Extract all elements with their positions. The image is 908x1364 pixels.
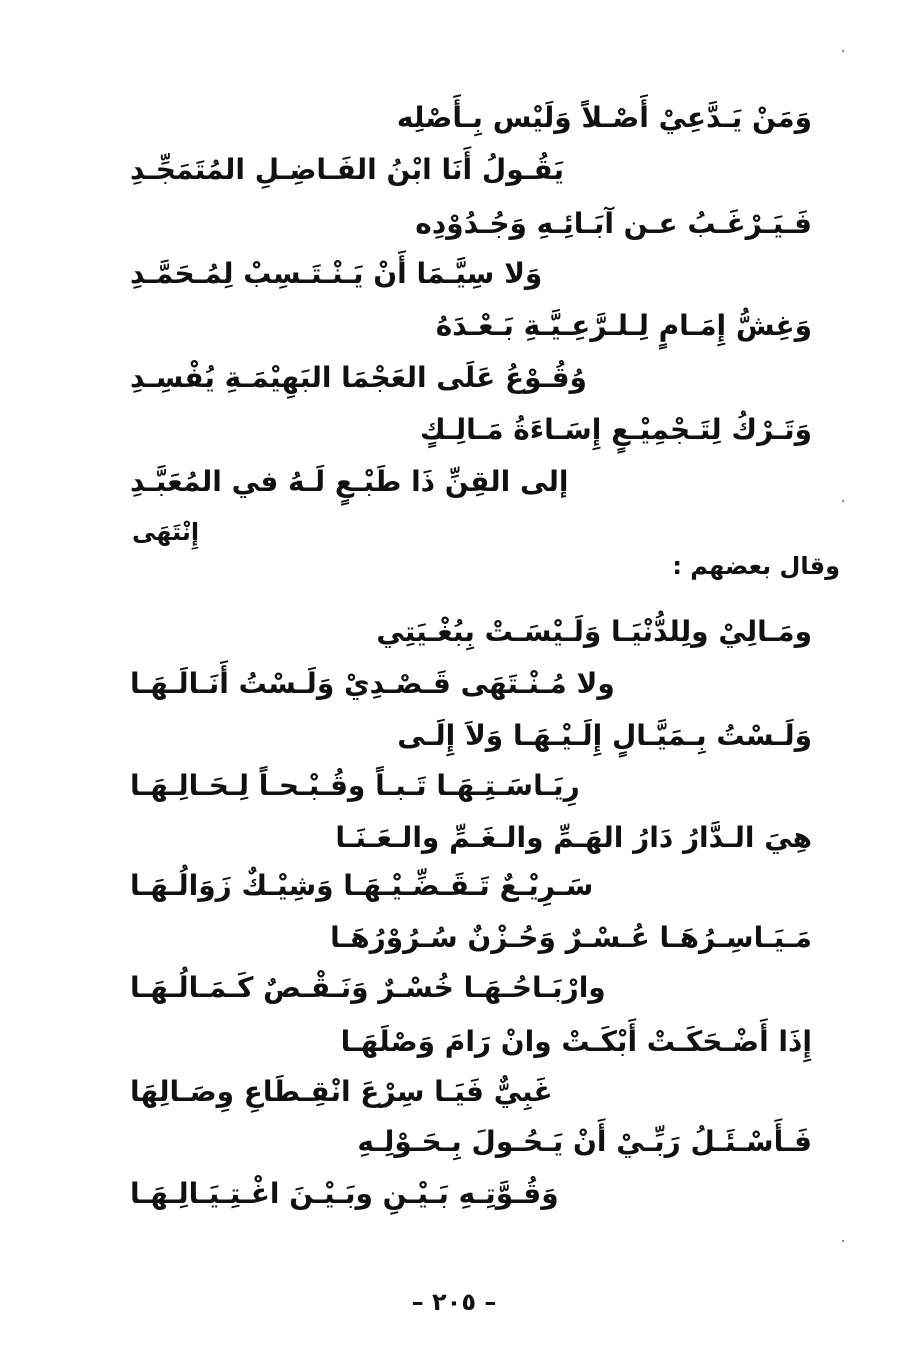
end-note: إِنْتَهَى <box>132 518 200 546</box>
scan-speck <box>842 50 844 52</box>
verse-line: سَـرِيْـعٌ تَـقَـضِّـيْـهَـا وَشِيْـكٌ زَوَالُـهَـا <box>130 869 594 902</box>
verse-line: رِيَـاسَـتِـهَـا تَـبـاً وقُـبْـحـاً لِـحَـالِـهَـا <box>130 769 580 802</box>
verse-line: يَقُـولُ أَنَا ابْنُ الفَـاضِـلِ المُتَمَجِّـدِ <box>130 153 564 186</box>
verse-line: فَـيَـرْغَـبُ عـن آبَـائِـهِ وَجُـدُوْدِه <box>415 207 812 240</box>
verse-line: وَقُـوَّتِـهِ بَـيْـنِ وبَـيْـنَ اغْـتِـيَـالِـهَـا <box>130 1177 559 1210</box>
scan-speck <box>842 500 844 502</box>
verse-line: وَلا سِيَّـمَا أَنْ يَـنْـتَـسِبْ لِمُـحَمَّـدِ <box>130 257 543 290</box>
verse-line: فَـأَسْـئَـلُ رَبِّـيْ أَنْ يَـحُـولَ بِـحَـوْلِـهِ <box>357 1125 812 1158</box>
section-intro: وقال بعضهم : <box>672 552 840 580</box>
verse-line: إِذَا أَضْـحَكَـتْ أَبْكَـتْ وانْ رَامَ وَصْلَهَـا <box>340 1025 812 1058</box>
verse-line: مَـيَـاسِـرُهَـا عُـسْـرٌ وَحُـزْنٌ سُـرُوْرُهَـا <box>330 921 812 954</box>
verse-line: هِيَ الـدَّارُ دَارُ الهَـمِّ والـغَـمِّ والـعَـنَـا <box>335 821 812 854</box>
verse-line: وارْبَـاحُـهَـا خُسْـرٌ وَنَـقْـصٌ كَـمَـالُـهَـا <box>130 971 606 1004</box>
verse-line: ولا مُـنْـتَهَى قَـصْـدِيْ وَلَـسْتُ أَنَـالَـهَـا <box>130 667 615 700</box>
scan-speck <box>842 1240 844 1242</box>
verse-line: وَمَنْ يَـدَّعِيْ أَصْـلاً وَلَيْس بِـأَصْلِه <box>396 101 812 134</box>
verse-line: إلى القِنِّ ذَا طَبْـعٍ لَـهُ في المُعَبَّـدِ <box>130 465 569 498</box>
verse-line: وَتَـرْكُ لِتَـجْمِيْـعٍ إِسَـاءَةُ مَـالِـكٍ <box>419 413 812 446</box>
verse-line: وَغِشُّ إِمَـامٍ لِـلـرَّعِـيَّـةِ بَـعْـدَهُ <box>435 309 812 342</box>
verse-line: غَبِيٌّ فَيَـا سِرْعَ انْقِـطَاعِ وِصَـالِهَا <box>130 1075 553 1108</box>
verse-line: وَلَـسْتُ بِـمَيَّـالٍ إِلَـيْـهَـا وَلاَ إِلَـى <box>397 719 812 752</box>
verse-line: ومَـالِيْ ولِلدُّنْيَـا وَلَـيْسَـتْ بِبُغْـيَتِي <box>376 615 812 648</box>
page-number: – ٢٠٥ – <box>411 1288 497 1316</box>
verse-line: وُقُـوْعُ عَلَى العَجْمَا البَهِيْمَـةِ يُفْسِـدِ <box>130 361 587 394</box>
